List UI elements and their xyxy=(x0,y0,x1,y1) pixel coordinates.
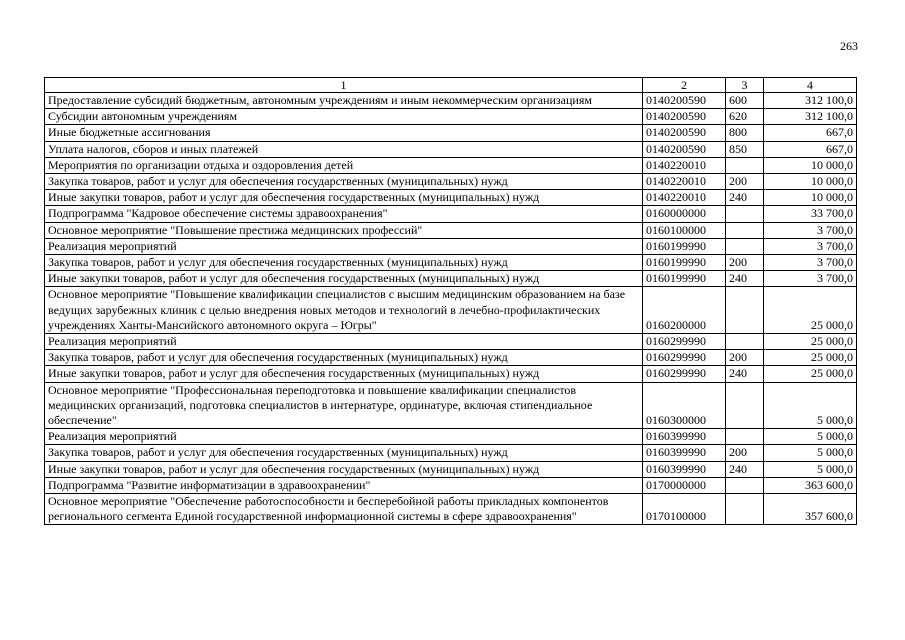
table-row xyxy=(45,350,857,366)
page-number: 263 xyxy=(840,39,858,53)
row-name-cell: Закупка товаров, работ и услуг для обеспечения государственных (муниципальных) нужд xyxy=(45,174,643,190)
table-row xyxy=(45,157,857,173)
row-name-cell: Предоставление субсидий бюджетным, автономным учреждениям и иным некоммерческим организациям xyxy=(45,93,643,109)
column-header-code: 2 xyxy=(643,78,726,93)
row-name-cell: Основное мероприятие "Обеспечение работоспособности и бесперебойной работы прикладных компонентов регионального сегмента Единой государственной информационной системы в сфере здравоохранения" xyxy=(45,494,643,525)
table-row xyxy=(45,494,857,525)
row-name-cell: Реализация мероприятий xyxy=(45,429,643,445)
table-row xyxy=(45,141,857,157)
table-row xyxy=(45,461,857,477)
table-row xyxy=(45,190,857,206)
row-amount-cell: 10 000,0 xyxy=(764,190,857,206)
row-type-cell xyxy=(726,429,764,445)
row-code-cell: 0160199990 xyxy=(643,238,726,254)
row-name-cell: Основное мероприятие "Профессиональная переподготовка и повышение квалификации специалистов медицинских организаций, подготовка специалистов в интернатуре, ординатуре, включая стипендиальное обеспечение" xyxy=(45,382,643,429)
row-type-cell: 240 xyxy=(726,366,764,382)
column-header-type: 3 xyxy=(726,78,764,93)
row-type-cell xyxy=(726,477,764,493)
row-type-cell: 200 xyxy=(726,255,764,271)
row-amount-cell: 5 000,0 xyxy=(764,429,857,445)
row-name-cell: Закупка товаров, работ и услуг для обеспечения государственных (муниципальных) нужд xyxy=(45,445,643,461)
table-row xyxy=(45,366,857,382)
row-code-cell: 0140200590 xyxy=(643,93,726,109)
row-type-cell: 200 xyxy=(726,445,764,461)
row-code-cell: 0170100000 xyxy=(643,494,726,525)
row-name-cell: Основное мероприятие "Повышение престижа медицинских профессий" xyxy=(45,222,643,238)
table-row xyxy=(45,382,857,429)
row-code-cell: 0140220010 xyxy=(643,157,726,173)
table-row xyxy=(45,477,857,493)
row-type-cell xyxy=(726,494,764,525)
row-name-cell: Реализация мероприятий xyxy=(45,334,643,350)
row-amount-cell: 3 700,0 xyxy=(764,271,857,287)
table-header-row xyxy=(45,78,857,93)
row-type-cell xyxy=(726,238,764,254)
row-amount-cell: 5 000,0 xyxy=(764,445,857,461)
row-amount-cell: 3 700,0 xyxy=(764,222,857,238)
row-code-cell: 0160100000 xyxy=(643,222,726,238)
row-type-cell: 240 xyxy=(726,271,764,287)
row-type-cell xyxy=(726,382,764,429)
row-code-cell: 0160299990 xyxy=(643,366,726,382)
row-code-cell: 0160399990 xyxy=(643,445,726,461)
row-name-cell: Уплата налогов, сборов и иных платежей xyxy=(45,141,643,157)
row-code-cell: 0160000000 xyxy=(643,206,726,222)
row-name-cell: Подпрограмма "Развитие информатизации в здравоохранении" xyxy=(45,477,643,493)
row-amount-cell: 33 700,0 xyxy=(764,206,857,222)
table-row xyxy=(45,255,857,271)
column-header-name: 1 xyxy=(45,78,643,93)
row-type-cell xyxy=(726,157,764,173)
table-row xyxy=(45,429,857,445)
row-code-cell: 0160299990 xyxy=(643,334,726,350)
row-type-cell: 240 xyxy=(726,190,764,206)
row-amount-cell: 312 100,0 xyxy=(764,93,857,109)
row-amount-cell: 312 100,0 xyxy=(764,109,857,125)
row-type-cell: 850 xyxy=(726,141,764,157)
row-code-cell: 0160199990 xyxy=(643,271,726,287)
table-row xyxy=(45,287,857,334)
row-name-cell: Иные закупки товаров, работ и услуг для обеспечения государственных (муниципальных) нужд xyxy=(45,461,643,477)
row-code-cell: 0160399990 xyxy=(643,429,726,445)
row-code-cell: 0140200590 xyxy=(643,109,726,125)
row-type-cell: 200 xyxy=(726,174,764,190)
row-name-cell: Иные бюджетные ассигнования xyxy=(45,125,643,141)
table-body xyxy=(45,93,857,525)
row-code-cell: 0140220010 xyxy=(643,190,726,206)
table-row xyxy=(45,206,857,222)
row-type-cell xyxy=(726,222,764,238)
row-code-cell: 0160199990 xyxy=(643,255,726,271)
row-code-cell: 0140220010 xyxy=(643,174,726,190)
row-amount-cell: 10 000,0 xyxy=(764,174,857,190)
row-amount-cell: 5 000,0 xyxy=(764,461,857,477)
row-amount-cell: 25 000,0 xyxy=(764,334,857,350)
row-type-cell xyxy=(726,206,764,222)
row-amount-cell: 3 700,0 xyxy=(764,255,857,271)
row-code-cell: 0140200590 xyxy=(643,125,726,141)
row-amount-cell: 10 000,0 xyxy=(764,157,857,173)
row-type-cell: 200 xyxy=(726,350,764,366)
table-row xyxy=(45,271,857,287)
row-code-cell: 0160200000 xyxy=(643,287,726,334)
row-type-cell: 600 xyxy=(726,93,764,109)
row-amount-cell: 357 600,0 xyxy=(764,494,857,525)
row-amount-cell: 5 000,0 xyxy=(764,382,857,429)
row-type-cell: 620 xyxy=(726,109,764,125)
row-name-cell: Мероприятия по организации отдыха и оздоровления детей xyxy=(45,157,643,173)
row-name-cell: Иные закупки товаров, работ и услуг для обеспечения государственных (муниципальных) нужд xyxy=(45,271,643,287)
table-row xyxy=(45,174,857,190)
row-name-cell: Иные закупки товаров, работ и услуг для обеспечения государственных (муниципальных) нужд xyxy=(45,190,643,206)
row-name-cell: Иные закупки товаров, работ и услуг для обеспечения государственных (муниципальных) нужд xyxy=(45,366,643,382)
row-code-cell: 0170000000 xyxy=(643,477,726,493)
row-amount-cell: 3 700,0 xyxy=(764,238,857,254)
column-header-amount: 4 xyxy=(764,78,857,93)
row-amount-cell: 25 000,0 xyxy=(764,366,857,382)
table-row xyxy=(45,238,857,254)
table-row xyxy=(45,334,857,350)
budget-table xyxy=(44,77,857,525)
row-amount-cell: 667,0 xyxy=(764,125,857,141)
row-name-cell: Субсидии автономным учреждениям xyxy=(45,109,643,125)
table-row xyxy=(45,125,857,141)
row-name-cell: Реализация мероприятий xyxy=(45,238,643,254)
row-name-cell: Подпрограмма "Кадровое обеспечение системы здравоохранения" xyxy=(45,206,643,222)
row-type-cell xyxy=(726,287,764,334)
row-name-cell: Основное мероприятие "Повышение квалификации специалистов с высшим медицинским образованием на базе ведущих зарубежных клиник с целью внедрения новых методов и технологий в лечебно-профилактических учреждениях Ханты-Мансийского автономного округа – Югры" xyxy=(45,287,643,334)
row-name-cell: Закупка товаров, работ и услуг для обеспечения государственных (муниципальных) нужд xyxy=(45,255,643,271)
row-code-cell: 0160299990 xyxy=(643,350,726,366)
row-type-cell xyxy=(726,334,764,350)
row-name-cell: Закупка товаров, работ и услуг для обеспечения государственных (муниципальных) нужд xyxy=(45,350,643,366)
table-row xyxy=(45,93,857,109)
row-type-cell: 800 xyxy=(726,125,764,141)
row-amount-cell: 363 600,0 xyxy=(764,477,857,493)
row-code-cell: 0160300000 xyxy=(643,382,726,429)
row-amount-cell: 667,0 xyxy=(764,141,857,157)
table-row xyxy=(45,445,857,461)
row-code-cell: 0140200590 xyxy=(643,141,726,157)
table-row xyxy=(45,222,857,238)
row-code-cell: 0160399990 xyxy=(643,461,726,477)
table-row xyxy=(45,109,857,125)
row-amount-cell: 25 000,0 xyxy=(764,350,857,366)
row-amount-cell: 25 000,0 xyxy=(764,287,857,334)
row-type-cell: 240 xyxy=(726,461,764,477)
